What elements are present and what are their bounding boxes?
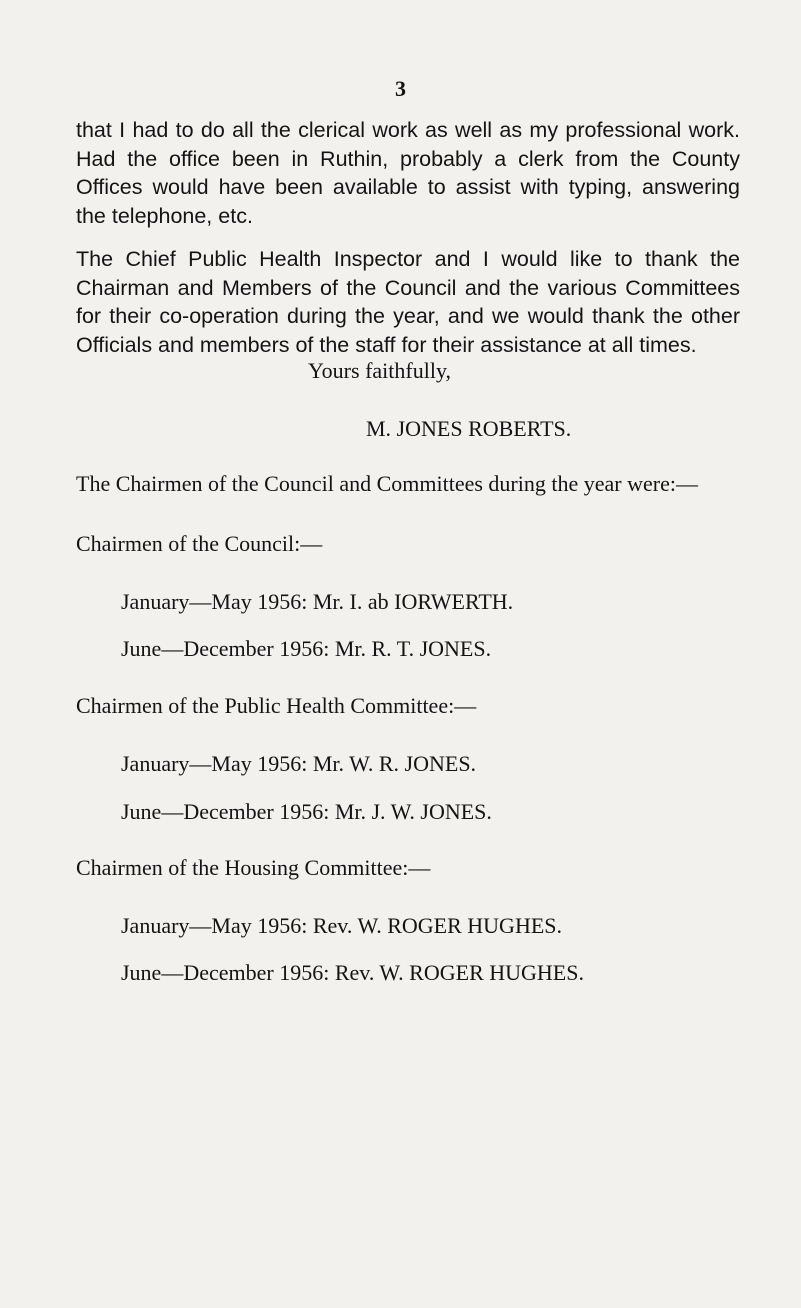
letter-paragraph-1: that I had to do all the clerical work as well as my professional work. Had the office been in Ruthin, probably a clerk from the County Offices would have been available to assist with typing, answering the telephone, etc. [76,118,740,228]
letter-paragraph-2: The Chief Public Health Inspector and I would like to thank the Chairman and Members of the Council and the various Committees for their co-operation during the year, and we would thank the other Officials and members of the staff for their assistance at all times. [76,247,740,357]
chairmen-intro: The Chairmen of the Council and Committees during the year were:— [76,471,698,496]
council-chairman-entry: January—May 1956: Mr. I. ab IORWERTH. [121,589,514,614]
public-health-chairman-entry: January—May 1956: Mr. W. R. JONES. [121,751,477,776]
page-number: 3 [395,76,406,101]
public-health-chairman-entry: June—December 1956: Mr. J. W. JONES. [121,799,492,824]
section-heading-council: Chairmen of the Council:— [76,531,323,556]
letter-signature: M. JONES ROBERTS. [366,416,572,441]
council-chairman-entry: June—December 1956: Mr. R. T. JONES. [121,636,492,661]
housing-chairman-entry: January—May 1956: Rev. W. ROGER HUGHES. [121,913,562,938]
section-heading-public-health: Chairmen of the Public Health Committee:— [76,693,477,718]
housing-chairman-entry: June—December 1956: Rev. W. ROGER HUGHES. [121,960,584,985]
letter-closing: Yours faithfully, [308,358,452,383]
section-heading-housing: Chairmen of the Housing Committee:— [76,855,431,880]
